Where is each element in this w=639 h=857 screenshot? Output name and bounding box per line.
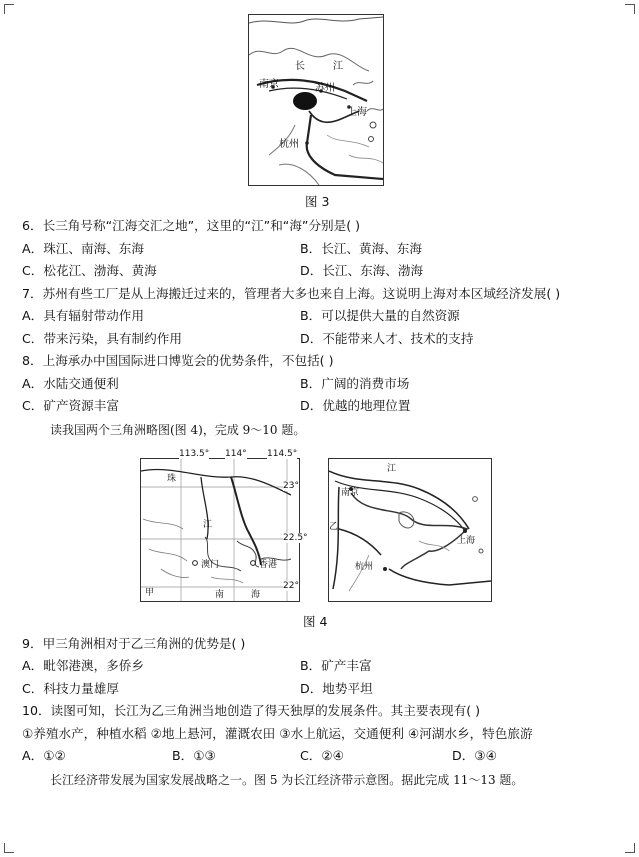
lat-label-22-5: 22.5°	[283, 533, 308, 543]
label-hai: 海	[251, 590, 261, 600]
label-jiang-right: 江	[387, 464, 397, 474]
label-jiang-left: 江	[203, 520, 213, 530]
question-8-option-b: B．广阔的消费市场	[300, 376, 410, 391]
question-9-stem: 9．甲三角洲相对于乙三角洲的优势是( )	[22, 636, 246, 651]
lat-label-23: 23°	[283, 481, 299, 491]
label-yi: 乙	[329, 522, 339, 532]
label-hangzhou: 杭州	[279, 139, 299, 150]
lon-label-114: 114°	[225, 449, 247, 459]
label-nanjing-right: 南京	[341, 488, 360, 498]
question-6-option-a: A．珠江、南海、东海	[22, 241, 144, 256]
label-shanghai-right: 上海	[457, 536, 476, 546]
label-changjiang-1: 长	[295, 61, 305, 72]
crop-mark	[4, 4, 14, 14]
question-10-option-b: B．①③	[172, 748, 216, 763]
question-9-option-d: D．地势平坦	[300, 681, 373, 696]
yangtze-delta-small-map-graphic	[329, 459, 491, 601]
question-9-option-b: B．矿产丰富	[300, 658, 372, 673]
question-7-stem: 7．苏州有些工厂是从上海搬迁过来的，管理者大多也来自上海。这说明上海对本区域经济发展( )	[22, 286, 561, 301]
label-nan: 南	[215, 590, 225, 600]
crop-mark	[625, 4, 635, 14]
label-jia: 甲	[145, 588, 155, 598]
label-hangzhou-right: 杭州	[355, 562, 374, 572]
question-6-option-d: D．长江、东海、渤海	[300, 263, 424, 278]
figure-3-caption: 图 3	[305, 194, 330, 209]
label-hongkong: 香港	[259, 560, 278, 570]
yangtze-delta-map-graphic	[249, 15, 383, 185]
question-7-option-b: B．可以提供大量的自然资源	[300, 308, 460, 323]
question-6-stem: 6．长三角号称“江海交汇之地”，这里的“江”和“海”分别是( )	[22, 218, 361, 233]
question-8-option-d: D．优越的地理位置	[300, 398, 411, 413]
figure-3-map	[248, 14, 384, 186]
label-shanghai: 上海	[347, 107, 367, 118]
question-6-option-b: B．长江、黄海、东海	[300, 241, 422, 256]
lon-label-113-5: 113.5°	[179, 449, 210, 459]
question-7-option-a: A．具有辐射带动作用	[22, 308, 144, 323]
question-6-option-c: C．松花江、渤海、黄海	[22, 263, 157, 278]
crop-mark	[625, 843, 635, 853]
question-10-option-a: A．①②	[22, 748, 66, 763]
question-8-option-a: A．水陆交通便利	[22, 376, 119, 391]
crop-mark	[4, 843, 14, 853]
figure-4-right-map	[328, 458, 492, 602]
question-8-option-c: C．矿产资源丰富	[22, 398, 119, 413]
label-nanjing: 南京	[259, 79, 279, 90]
question-9-option-a: A．毗邻港澳，多侨乡	[22, 658, 144, 673]
label-zhu: 珠	[167, 474, 177, 484]
figure-4-left-map	[140, 449, 308, 602]
label-macau: 澳门	[201, 560, 220, 570]
label-changjiang-2: 江	[333, 61, 343, 72]
intro-questions-11-13: 长江经济带发展为国家发展战略之一。图 5 为长江经济带示意图。据此完成 11～13 题。	[50, 773, 524, 787]
question-7-option-d: D．不能带来人才、技术的支持	[300, 331, 474, 346]
question-7-option-c: C．带来污染，具有制约作用	[22, 331, 182, 346]
label-suzhou: 苏州	[315, 83, 335, 94]
question-8-stem: 8．上海承办中国国际进口博览会的优势条件，不包括( )	[22, 353, 334, 368]
lon-label-114-5: 114.5°	[267, 449, 298, 459]
intro-questions-9-10: 读我国两个三角洲略图(图 4)，完成 9～10 题。	[50, 423, 306, 437]
pearl-delta-map-graphic	[141, 459, 299, 601]
figure-4-caption: 图 4	[303, 614, 328, 629]
question-10-statements: ①养殖水产，种植水稻 ②地上悬河，灌溉农田 ③水上航运，交通便利 ④河湖水乡，特色旅游	[22, 726, 533, 741]
lat-label-22: 22°	[283, 581, 299, 591]
question-10-option-c: C．②④	[300, 748, 344, 763]
question-10-stem: 10．读图可知，长江为乙三角洲当地创造了得天独厚的发展条件。其主要表现有( )	[22, 703, 481, 718]
question-9-option-c: C．科技力量雄厚	[22, 681, 119, 696]
question-10-option-d: D．③④	[452, 748, 497, 763]
